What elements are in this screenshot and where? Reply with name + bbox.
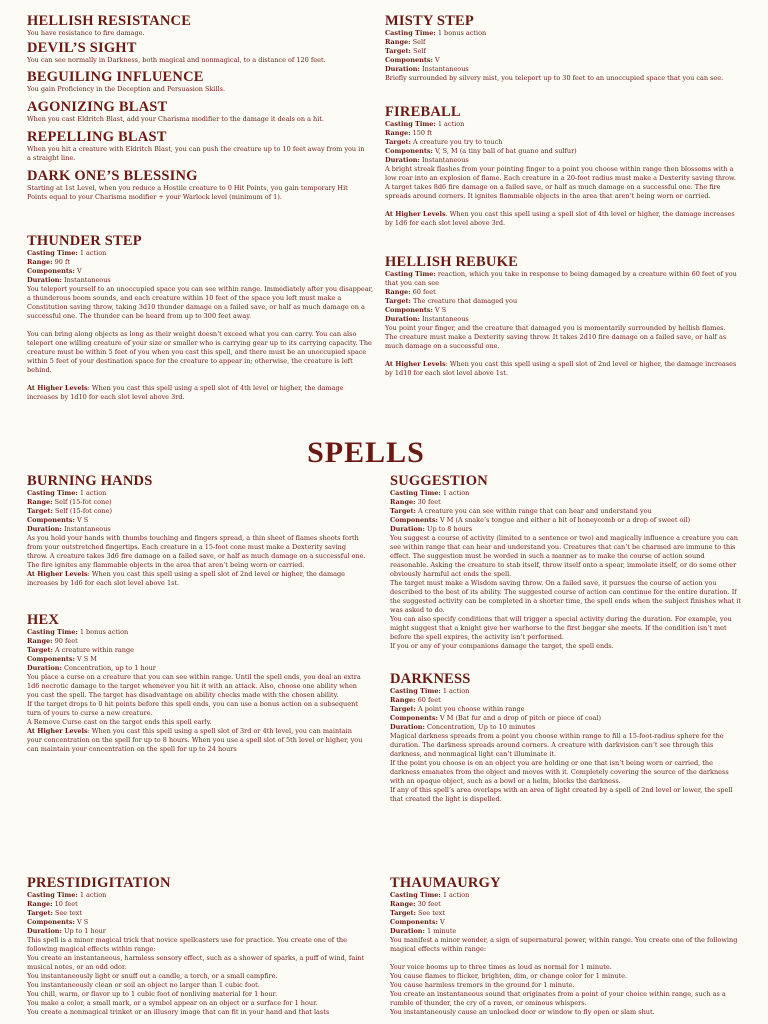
feature-title: AGONIZING BLAST [27, 99, 168, 115]
spell-title: BURNING HANDS [27, 473, 153, 489]
feature-hellish-resistance [27, 13, 367, 38]
spell-title: FIREBALL [385, 104, 461, 120]
spell-description: You point your finger, and the creature that damaged you is momentarily surrounded by hellish flames. The creature must make a Dexterity saving throw. It takes 2d10 fire damage on a failed save, or half as much damage on a successful one. [385, 324, 727, 350]
spell-title: HELLISH REBUKE [385, 254, 518, 270]
range: Range: 150 ft [385, 129, 433, 137]
target: Target: The creature that damaged you [385, 297, 518, 305]
feature-repelling-blast [27, 129, 367, 163]
casting-time: Casting Time: 1 action [385, 120, 465, 128]
spell-title: HEX [27, 612, 60, 628]
range: Range: 60 feet [385, 288, 436, 296]
spell-description: You teleport yourself to an unoccupied space you can see within range. Immediately after you disappear, a thunderous boom sounds, and each creature within 10 feet of the space you left must make a Constitution saving throw, taking 3d10 thunder damage on a failed save, or half as much damage on a successful one. The thunder can be heard from up to 300 feet away. [27, 285, 374, 320]
spell-darkness [390, 671, 742, 804]
components: Components: V, S, M (a tiny ball of bat guano and sulfur) [385, 147, 577, 155]
range: Range: 10 feet [27, 900, 78, 908]
casting-time: Casting Time: 1 action [390, 891, 470, 899]
spell-description: You manifest a minor wonder, a sign of supernatural power, within range. You create one of the following magical effects within range: [390, 936, 738, 953]
duration: Duration: Up to 1 hour [27, 927, 106, 935]
target: Target: Self [385, 47, 426, 55]
spell-description: If you or any of your companions damage the target, the spell ends. [390, 642, 614, 650]
components: Components: V S [27, 516, 89, 524]
duration: Duration: Concentration, Up to 10 minutes [390, 723, 536, 731]
spell-description: You instantaneously light or snuff out a candle, a torch, or a small campfire. [27, 972, 278, 980]
spell-title: DARKNESS [390, 671, 471, 687]
spell-description: A Remove Curse cast on the target ends this spell early. [27, 718, 212, 726]
duration: Duration: Instantaneous [27, 276, 111, 284]
duration: Duration: Instantaneous [385, 65, 469, 73]
spell-description: As you hold your hands with thumbs touching and fingers spread, a thin sheet of flames shoots forth from your outstretched fingertips. Each creature in a 15-foot cone must make a Dexterity saving throw. A creature takes 3d6 fire damage on a failed save, or half as much damage on a successful one. The fire ignites any flammable objects in the area that aren’t being worn or carried. [27, 534, 366, 569]
spell-misty-step [385, 13, 737, 83]
range: Range: 30 feet [390, 900, 441, 908]
higher-levels: At Higher Levels. When you cast this spell using a spell slot of 4th level or higher, the damage increases by 1d6 for each slot level above 3rd. [385, 210, 735, 227]
higher-levels: At Higher Levels: When you cast this spell using a spell slot of 2nd level or higher, the damage increases by 1d10 for each slot level above 1st. [385, 360, 737, 377]
spell-burning-hands [27, 473, 367, 588]
spell-description: You create an instantaneous sound that originates from a point of your choice within range, such as a rumble of thunder, the cry of a raven, or ominous whispers. [390, 990, 726, 1007]
range: Range: Self (15-fot cone) [27, 498, 112, 506]
spell-description: If any of this spell’s area overlaps with an area of light created by a spell of 2nd level or lower, the spell that created the light is dispelled. [390, 786, 733, 803]
spell-description: You instantaneously cause an unlocked door or window to fly open or slam shut. [390, 1008, 655, 1016]
components: Components: V S [385, 306, 447, 314]
components: Components: V M (A snake’s tongue and either a bit of honeycomb or a drop of sweet oil) [390, 516, 691, 524]
feature-title: REPELLING BLAST [27, 129, 167, 145]
spell-description: You create an instantaneous, harmless sensory effect, such as a shower of sparks, a puff of wind, faint musical notes, or an odd odor. [27, 954, 365, 971]
feature-dark-ones-blessing [27, 168, 367, 202]
spell-description: This spell is a minor magical trick that novice spellcasters use for practice. You create one of the following magical effects within range: [27, 936, 347, 953]
spell-title: PRESTIDIGITATION [27, 875, 171, 891]
page-title: SPELLS [307, 436, 425, 469]
feature-text: You can see normally in Darkness, both magical and nonmagical, to a distance of 120 feet. [27, 56, 326, 64]
spell-prestidigitation [27, 875, 367, 1017]
casting-time: Casting Time: reaction, which you take in response to being damaged by a creature within 60 feet of you that you can see [385, 270, 737, 287]
higher-levels: At Higher Levels: When you cast this spell using a spell slot of 2nd level or higher, the damage increases by 1d6 for each slot level above 1st. [27, 570, 346, 587]
spell-title: THUNDER STEP [27, 233, 142, 249]
feature-title: BEGUILING INFLUENCE [27, 69, 204, 85]
feature-title: DARK ONE’S BLESSING [27, 168, 198, 184]
higher-levels: At Higher Levels: When you cast this spell using a spell slot of 4th level or higher, the damage increases by 1d10 for each slot level above 3rd. [27, 384, 344, 401]
range: Range: Self [385, 38, 426, 46]
features-column [27, 13, 367, 202]
spell-description: You suggest a course of activity (limited to a sentence or two) and magically influence a creature you can see within range that can hear and understand you. Creatures that can’t be charmed are immune to this effect. The suggestion must be worded in such a manner as to make the course of action sound reasonable. Asking the creature to stab itself, throw itself onto a spear, immolate itself, or do some other obviously harmful act ends the spell. [390, 534, 738, 578]
casting-time: Casting Time: 1 action [27, 891, 107, 899]
components: Components: V [385, 56, 440, 64]
spell-title: SUGGESTION [390, 473, 488, 489]
range: Range: 90 feet [27, 637, 78, 645]
target: Target: A point you choose within range [390, 705, 525, 713]
feature-text: When you cast Eldritch Blast, add your Charisma modifier to the damage it deals on a hit. [27, 115, 324, 123]
casting-time: Casting Time: 1 bonus action [27, 628, 129, 636]
components: Components: V [27, 267, 82, 275]
spell-thunder-step [27, 233, 375, 402]
casting-time: Casting Time: 1 action [390, 489, 470, 497]
duration: Duration: Instantaneous [385, 315, 469, 323]
feature-devils-sight [27, 40, 367, 65]
target: Target: A creature you can see within range that can hear and understand you [390, 507, 652, 515]
casting-time: Casting Time: 1 bonus action [385, 29, 487, 37]
feature-beguiling-influence [27, 69, 367, 94]
feature-agonizing-blast [27, 99, 367, 124]
feature-text: When you hit a creature with Eldritch Blast, you can push the creature up to 10 feet away from you in a straight line. [27, 145, 365, 162]
spell-hex [27, 612, 367, 754]
components: Components: V S [27, 918, 89, 926]
spell-title: MISTY STEP [385, 13, 474, 29]
spell-description: The target must make a Wisdom saving throw. On a failed save, it pursues the course of action you described to the best of its ability. The suggested course of action can continue for the entire duration. If the suggested activity can be completed in a shorter time, the spell ends when the subject finishes what it was asked to do. [390, 579, 742, 614]
target: Target: See text [390, 909, 445, 917]
range: Range: 30 feet [390, 498, 441, 506]
feature-text: You gain Proficiency in the Deception and Persuasion Skills. [27, 85, 226, 93]
duration: Duration: 1 minute [390, 927, 457, 935]
feature-text: Starting at 1st Level, when you reduce a Hostile creature to 0 Hit Points, you gain temporary Hit Points equal to your Charisma modifier + your Warlock level (minimum of 1). [27, 184, 348, 201]
spell-description: Magical darkness spreads from a point you choose within range to fill a 15-foot-radius sphere for the duration. The darkness spreads around corners. A creature with darkvision can’t see through this darkness, and nonmagical light can’t illuminate it. [390, 732, 724, 758]
duration: Duration: Instantaneous [27, 525, 111, 533]
components: Components: V S M [27, 655, 97, 663]
target: Target: See text [27, 909, 82, 917]
spell-description: You can bring along objects as long as their weight doesn’t exceed what you can carry. You can also teleport one willing creature of your size or smaller who is carrying gear up to its carrying capacity. The creature must be within 5 feet of you when you cast this spell, and there must be an unoccupied space within 5 feet of your destination space for the creature to appear in; otherwise, the creature is left behind. [27, 330, 372, 374]
spell-description: You instantaneously clean or soil an object no larger than 1 cubic foot. [27, 981, 260, 989]
duration: Duration: Up to 8 hours [390, 525, 473, 533]
components: Components: V [390, 918, 445, 926]
target: Target: A creature you try to touch [385, 138, 503, 146]
casting-time: Casting Time: 1 action [390, 687, 470, 695]
spell-description: If the point you choose is on an object you are holding or one that isn’t being worn or carried, the darkness emanates from the object and moves with it. Completely covering the source of the darkness with an opaque object, such as a bowl or a helm, blocks the darkness. [390, 759, 729, 785]
range: Range: 90 ft [27, 258, 70, 266]
spell-description: Briefly surrounded by silvery mist, you teleport up to 30 feet to an unoccupied space that you can see. [385, 74, 724, 82]
duration: Duration: Instantaneous [385, 156, 469, 164]
spell-hellish-rebuke [385, 254, 737, 378]
spell-title: THAUMAURGY [390, 875, 501, 891]
spell-description: You make a color, a small mark, or a symbol appear on an object or a surface for 1 hour. [27, 999, 318, 1007]
feature-title: HELLISH RESISTANCE [27, 13, 192, 29]
components: Components: V M (Bat fur and a drop of pitch or piece of coal) [390, 714, 602, 722]
duration: Duration: Concentration, up to 1 hour [27, 664, 156, 672]
casting-time: Casting Time: 1 action [27, 249, 107, 257]
spell-description: You create a nonmagical trinket or an illusory image that can fit in your hand and that lasts [27, 1008, 330, 1016]
spell-fireball [385, 104, 737, 228]
casting-time: Casting Time: 1 action [27, 489, 107, 497]
spell-description: You cause flames to flicker, brighten, dim, or change color for 1 minute. [390, 972, 628, 980]
spell-description: A bright streak flashes from your pointing finger to a point you choose within range then blossoms with a low roar into an explosion of flame. Each creature in a 20-foot radius must make a Dexterity saving throw. A target takes 8d6 fire damage on a failed save, or half as much damage on a successful one. The fire spreads around corners. It ignites flammable objects in the area that aren’t being worn or carried. [385, 165, 736, 200]
spell-thaumaturgy [390, 875, 750, 1017]
spell-description: You cause harmless tremors in the ground for 1 minute. [390, 981, 575, 989]
spell-description: You place a curse on a creature that you can see within range. Until the spell ends, you deal an extra 1d6 necrotic damage to the target whenever you hit it with an attack. Also, choose one ability when you cast the spell. The target has disadvantage on ability checks made with the chosen ability. [27, 673, 361, 699]
spell-suggestion [390, 473, 742, 651]
spell-description: If the target drops to 0 hit points before this spell ends, you can use a bonus action on a subsequent turn of yours to curse a new creature. [27, 700, 358, 717]
spell-description: You chill, warm, or flavor up to 1 cubic foot of nonliving material for 1 hour. [27, 990, 278, 998]
higher-levels: At Higher Levels: When you cast this spell using a spell slot of 3rd or 4th level, you can maintain your concentration on the spell for up to 8 hours. When you use a spell slot of 5th level or higher, you can maintain your concentration on the spell for up to 24 hours [27, 727, 363, 753]
feature-text: You have resistance to fire damage. [27, 29, 145, 37]
feature-title: DEVIL’S SIGHT [27, 40, 137, 56]
spell-description: You can also specify conditions that will trigger a special activity during the duration. For example, you might suggest that a knight give her warhorse to the first beggar she meets. If the condition isn’t met before the spell expires, the activity isn’t performed. [390, 615, 732, 641]
target: Target: A creature within range [27, 646, 135, 654]
spell-description: Your voice booms up to three times as loud as normal for 1 minute. [390, 963, 612, 971]
target: Target: Self (15-fot cone) [27, 507, 112, 515]
range: Range: 60 feet [390, 696, 441, 704]
